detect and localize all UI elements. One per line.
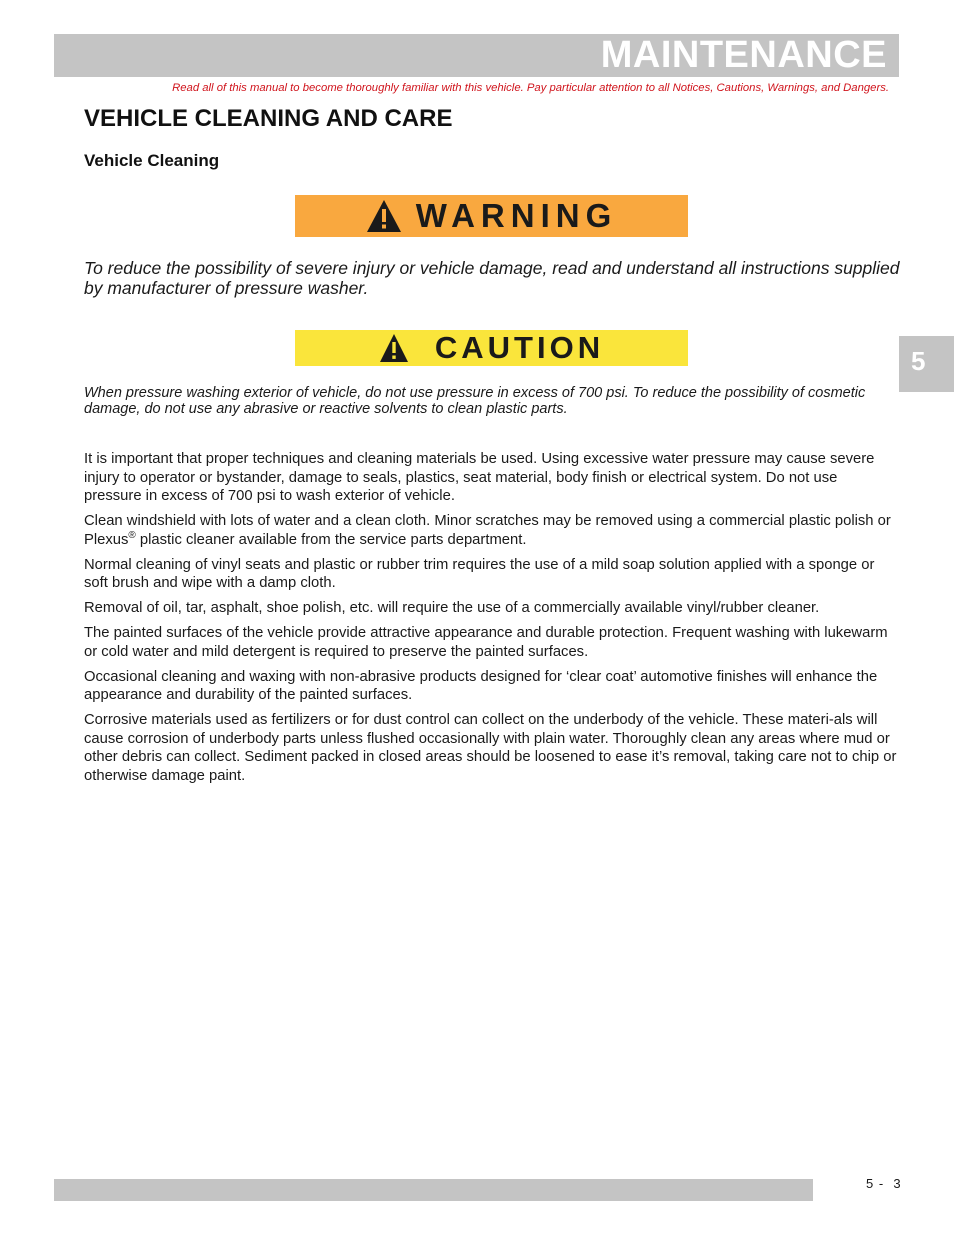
warning-label: WARNING xyxy=(415,197,618,234)
caution-text: When pressure washing exterior of vehicle, do not use pressure in excess of 700 psi. To reduce the possibility of cosmetic damage, do not use any abrasive or reactive solvents to clean plastic parts. xyxy=(84,385,866,417)
footer-bar xyxy=(54,1179,813,1201)
warning-triangle-icon xyxy=(379,333,409,363)
paragraph: It is important that proper techniques and cleaning materials be used. Using excessive water pressure may cause severe injury to operator or bystander, damage to seals, plastics, seat material, body finish or electrical system. Do not use pressure in excess of 700 psi to wash exterior of vehicle. xyxy=(84,451,875,504)
paragraph: Normal cleaning of vinyl seats and plastic or rubber trim requires the use of a mild soap solution applied with a sponge or soft brush and wipe with a damp cloth. xyxy=(84,556,875,591)
body-text xyxy=(84,450,899,792)
page-number: 5 - 3 xyxy=(866,1176,902,1191)
safety-notice: Read all of this manual to become thoroughly familiar with this vehicle. Pay particular attention to all Notices, Cautions, Warnings, and Dangers. xyxy=(172,82,889,94)
caution-banner xyxy=(295,330,688,366)
warning-triangle-icon xyxy=(366,199,402,233)
warning-text: To reduce the possibility of severe injury or vehicle damage, read and understand all instructions supplied by manufacturer of pressure washer. xyxy=(84,258,900,298)
paragraph: The painted surfaces of the vehicle provide attractive appearance and durable protection. Frequent washing with lukewarm or cold water and mild detergent is required to preserve the painted surfaces. xyxy=(84,625,888,660)
paragraph: Corrosive materials used as fertilizers or for dust control can collect on the underbody of the vehicle. These materi-als will cause corrosion of underbody parts unless flushed occasionally with plain water. Thoroughly clean any areas where mud or other debris can collect. Sediment packed in closed areas should be loosened to ease it’s removal, taking care not to chip or otherwise damage paint. xyxy=(84,712,897,784)
page-title: MAINTENANCE xyxy=(600,34,887,76)
header-bar xyxy=(54,34,899,77)
subsection-title: Vehicle Cleaning xyxy=(84,151,220,170)
chapter-tab: 5 xyxy=(899,336,954,392)
caution-label: CAUTION xyxy=(434,330,605,365)
paragraph: Removal of oil, tar, asphalt, shoe polish, etc. will require the use of a commercially available vinyl/rubber cleaner. xyxy=(84,600,820,616)
paragraph: Clean windshield with lots of water and a clean cloth. Minor scratches may be removed using a commercial plastic polish or Plexus® plastic cleaner available from the service parts department. xyxy=(84,513,891,548)
paragraph: Occasional cleaning and waxing with non-abrasive products designed for ‘clear coat’ automotive finishes will enhance the appearance and durability of the painted surfaces. xyxy=(84,668,878,703)
warning-banner xyxy=(295,195,688,237)
section-title: VEHICLE CLEANING AND CARE xyxy=(84,105,453,132)
